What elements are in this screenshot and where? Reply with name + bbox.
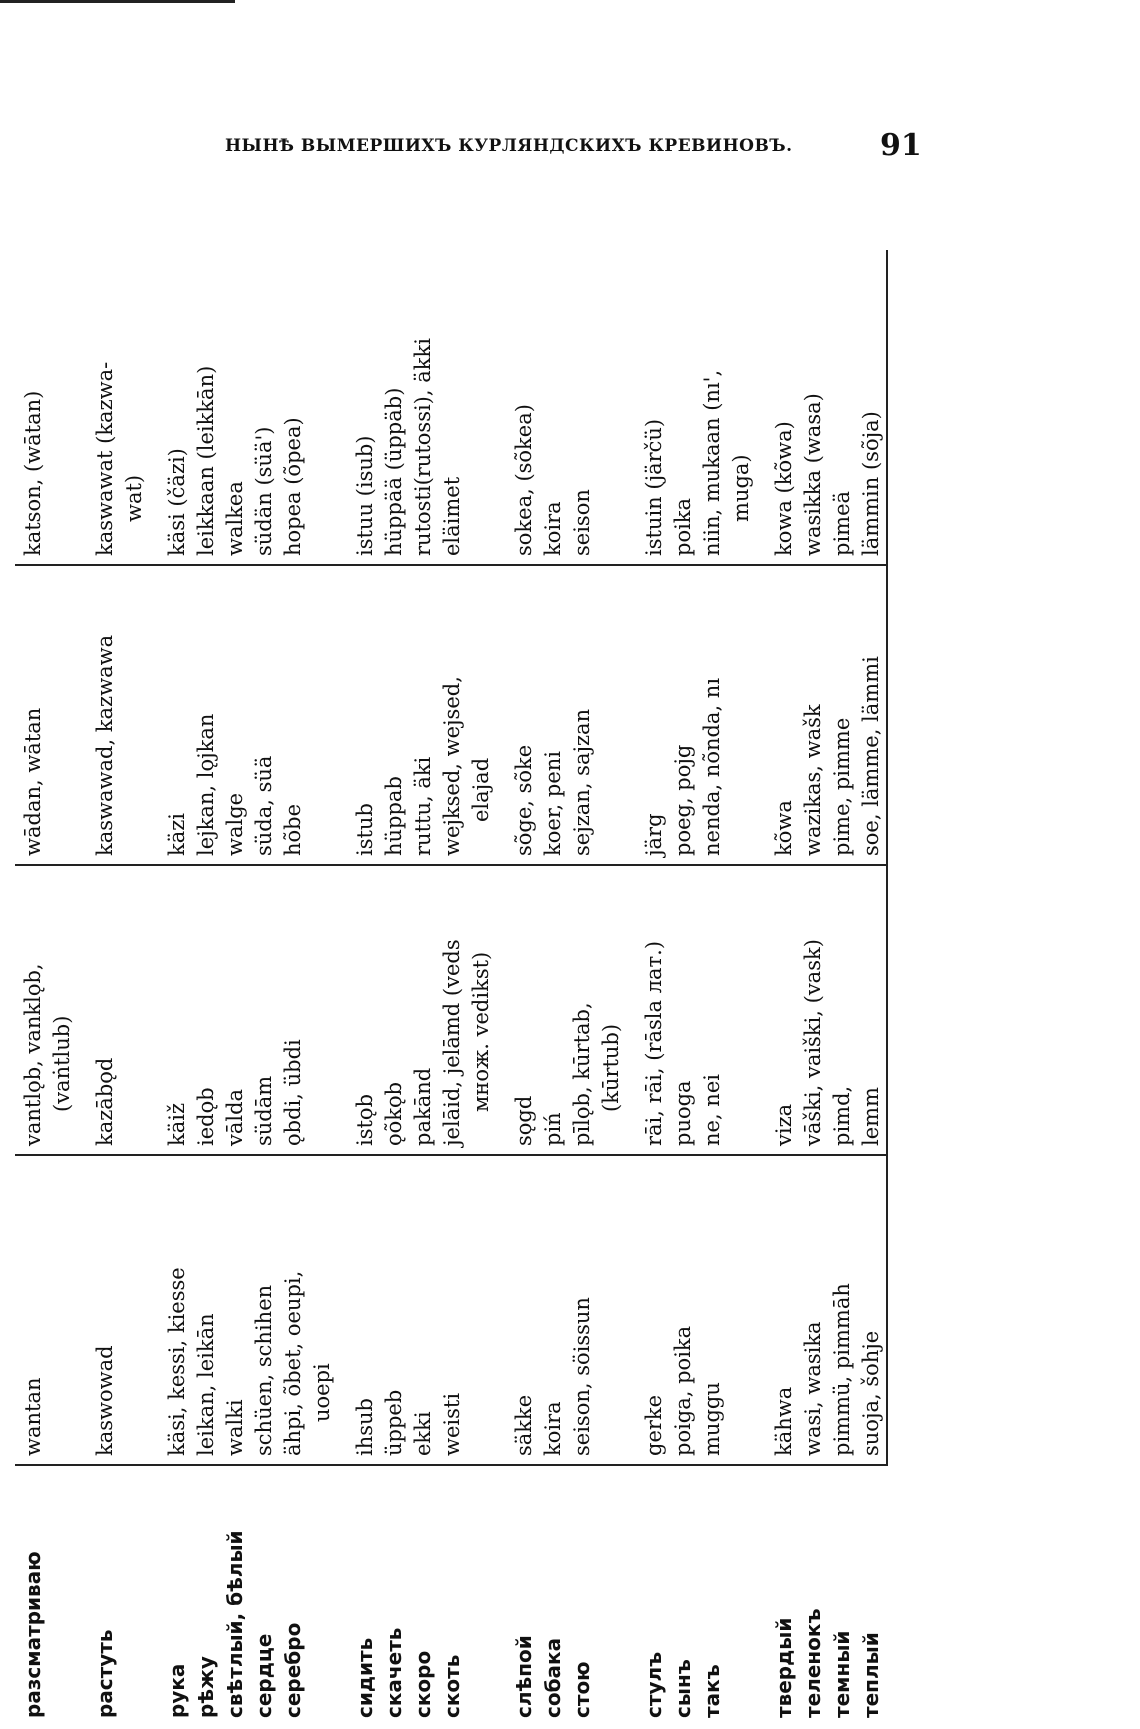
- finnish-cell: [626, 250, 669, 565]
- cell-line: poiga, poika: [671, 1325, 695, 1456]
- dialect-cell-d3: [380, 565, 409, 865]
- cell-line: kazābǫd: [93, 1057, 117, 1146]
- cell-line: ne, nei: [700, 1074, 724, 1146]
- russian-word: теленокъ: [801, 1608, 825, 1718]
- dialect-cell-d3: [698, 565, 756, 865]
- dialect-cell-d2: [380, 865, 409, 1155]
- finnish-cell: [15, 250, 77, 565]
- cell-line: wazikas, wašk: [801, 704, 825, 856]
- cell-line: rutosti(rutossi), äkki: [411, 338, 435, 556]
- table-row: [496, 250, 539, 1720]
- page-header: [0, 128, 1140, 168]
- cell-line: käiž: [165, 1102, 189, 1146]
- cell-line: hopea (õpea): [281, 417, 305, 556]
- cell-line: leikan, leikān: [194, 1313, 218, 1456]
- cell-line: ruttu, äki: [411, 756, 435, 856]
- table-row: [799, 250, 828, 1720]
- dialect-cell-d2: [15, 865, 77, 1155]
- cell-line: sõge, sõke: [512, 744, 536, 856]
- dialect-cell-d1: [250, 1155, 279, 1465]
- cell-line: ihsub: [353, 1398, 377, 1456]
- russian-word: твердый: [772, 1617, 796, 1718]
- finnish-cell: [698, 250, 756, 565]
- table-row: [539, 250, 568, 1720]
- cell-line: südän (süä'): [252, 426, 276, 556]
- dialect-cell-d2: [192, 865, 221, 1155]
- russian-word: собака: [541, 1637, 565, 1718]
- cell-line: walki: [223, 1399, 247, 1456]
- dialect-cell-d3: [409, 565, 438, 865]
- finnish-cell: [539, 250, 568, 565]
- cell-line: nenda, nõnda, nı: [700, 677, 724, 856]
- cell-line: viza: [772, 1103, 796, 1146]
- cell-line: kaswawad, kazwawa: [93, 634, 117, 856]
- dialect-cell-d3: [496, 565, 539, 865]
- dialect-cell-d1: [568, 1155, 626, 1465]
- cell-line: hõbe: [281, 803, 305, 856]
- dialect-cell-d3: [15, 565, 77, 865]
- russian-word: стулъ: [642, 1651, 666, 1718]
- russian-word: темный: [830, 1630, 854, 1718]
- russian-word: теплый: [859, 1632, 883, 1718]
- finnish-cell: [799, 250, 828, 565]
- table-row: [279, 250, 337, 1720]
- cell-line: gerke: [642, 1394, 666, 1456]
- dialect-cell-d3: [221, 565, 250, 865]
- cell-line: ähpi, õbet, oeupi,: [281, 1270, 305, 1456]
- table-row: [337, 250, 380, 1720]
- cell-line: pakānd: [411, 1067, 435, 1146]
- dialect-cell-d1: [626, 1155, 669, 1465]
- finnish-cell: [828, 250, 857, 565]
- cell-line: sejzan, sajzan: [570, 708, 594, 856]
- table-row: [77, 250, 149, 1720]
- vocabulary-table-body: [15, 250, 887, 1720]
- dialect-cell-d3: [438, 565, 496, 865]
- dialect-cell-d2: [438, 865, 496, 1155]
- russian-word: серебро: [281, 1622, 305, 1718]
- cell-line: südām: [252, 1075, 276, 1146]
- cell-line: jelāid, jelāmd (veds: [440, 939, 464, 1146]
- finnish-cell: [568, 250, 626, 565]
- finnish-cell: [756, 250, 799, 565]
- dialect-cell-d3: [568, 565, 626, 865]
- dialect-cell-d2: [149, 865, 192, 1155]
- cell-line: lejkan, lǫjkan: [194, 713, 218, 856]
- table-row: [438, 250, 496, 1720]
- table-row: [15, 250, 77, 1720]
- cell-line: (vaṅtlub): [50, 1015, 74, 1112]
- cell-line: soe, lämme, lämmi: [859, 656, 883, 856]
- finnish-cell: [438, 250, 496, 565]
- cell-line: walge: [223, 792, 247, 856]
- cell-line: pime, pimme: [830, 717, 854, 856]
- dialect-cell-d1: [756, 1155, 799, 1465]
- cell-line: käsi, kessi, kiesse: [165, 1267, 189, 1456]
- dialect-cell-d2: [279, 865, 337, 1155]
- russian-word: растуть: [93, 1629, 117, 1718]
- cell-line: kähwa: [772, 1386, 796, 1456]
- dialect-cell-d2: [568, 865, 626, 1155]
- cell-line: niin, mukaan (nı',: [700, 369, 724, 556]
- top-rule: [0, 0, 235, 3]
- cell-line: schüen, schihen: [252, 1284, 276, 1456]
- dialect-cell-d1: [828, 1155, 857, 1465]
- dialect-cell-d2: [409, 865, 438, 1155]
- cell-line: iedǫb: [194, 1087, 218, 1146]
- dialect-cell-d3: [279, 565, 337, 865]
- dialect-cell-d2: [539, 865, 568, 1155]
- dialect-cell-d2: [337, 865, 380, 1155]
- finnish-cell: [496, 250, 539, 565]
- table-row: [221, 250, 250, 1720]
- vocabulary-table: [15, 250, 888, 1720]
- russian-word: скоть: [440, 1654, 464, 1718]
- dialect-cell-d2: [857, 865, 887, 1155]
- dialect-cell-d2: [77, 865, 149, 1155]
- cell-line: pimeä: [830, 490, 854, 556]
- russian-word: свѣтлый, бѣлый: [223, 1530, 247, 1718]
- cell-line: istuin (järčü): [642, 418, 666, 556]
- cell-line: sokea, (sõkea): [512, 404, 536, 556]
- cell-line: elajad: [469, 757, 493, 822]
- cell-line: lemm: [859, 1087, 883, 1146]
- table-row: [149, 250, 192, 1720]
- cell-line: lämmin (sõja): [859, 411, 883, 556]
- dialect-cell-d2: [698, 865, 756, 1155]
- cell-line: множ. vedikst): [469, 951, 493, 1112]
- dialect-cell-d1: [221, 1155, 250, 1465]
- dialect-cell-d1: [669, 1155, 698, 1465]
- dialect-cell-d3: [250, 565, 279, 865]
- russian-word: сынъ: [671, 1659, 695, 1718]
- cell-line: kõwa: [772, 800, 796, 856]
- cell-line: hüppab: [382, 776, 406, 856]
- cell-line: koira: [541, 1401, 565, 1456]
- finnish-cell: [380, 250, 409, 565]
- cell-line: kowa (kõwa): [772, 421, 796, 556]
- dialect-cell-d1: [15, 1155, 77, 1465]
- cell-line: puoga: [671, 1080, 695, 1146]
- dialect-cell-d2: [496, 865, 539, 1155]
- cell-line: wasi, wasika: [801, 1321, 825, 1456]
- russian-word: скоро: [411, 1650, 435, 1718]
- finnish-cell: [669, 250, 698, 565]
- finnish-cell: [192, 250, 221, 565]
- cell-line: wejksed, wejsed,: [440, 676, 464, 856]
- cell-line: piń: [541, 1112, 565, 1146]
- cell-line: uoepi: [310, 1363, 334, 1422]
- dialect-cell-d3: [539, 565, 568, 865]
- dialect-cell-d2: [828, 865, 857, 1155]
- cell-line: ǫõkǫb: [382, 1081, 406, 1146]
- dialect-cell-d3: [756, 565, 799, 865]
- cell-line: pimd,: [830, 1085, 854, 1146]
- cell-line: koira: [541, 501, 565, 556]
- dialect-cell-d1: [496, 1155, 539, 1465]
- dialect-cell-d2: [221, 865, 250, 1155]
- dialect-cell-d1: [192, 1155, 221, 1465]
- cell-line: kaswowad: [93, 1345, 117, 1456]
- dialect-cell-d1: [539, 1155, 568, 1465]
- finnish-cell: [337, 250, 380, 565]
- cell-line: (kūrtub): [599, 1023, 623, 1112]
- cell-line: suoja, šohje: [859, 1330, 883, 1456]
- cell-line: wantan: [21, 1377, 45, 1456]
- dialect-cell-d3: [669, 565, 698, 865]
- cell-line: muga): [729, 454, 753, 522]
- table-row: [192, 250, 221, 1720]
- dialect-cell-d2: [799, 865, 828, 1155]
- table-row: [669, 250, 698, 1720]
- russian-word: сидить: [353, 1637, 377, 1718]
- table-row: [380, 250, 409, 1720]
- dialect-cell-d3: [626, 565, 669, 865]
- dialect-cell-d1: [149, 1155, 192, 1465]
- table-row: [626, 250, 669, 1720]
- cell-line: istǫb: [353, 1093, 377, 1146]
- cell-line: seison, söissun: [570, 1297, 594, 1456]
- dialect-cell-d3: [799, 565, 828, 865]
- dialect-cell-d3: [192, 565, 221, 865]
- russian-word: стою: [570, 1661, 594, 1718]
- russian-word: разсматриваю: [21, 1551, 45, 1718]
- russian-word: рука: [165, 1663, 189, 1718]
- cell-line: järg: [642, 813, 666, 856]
- dialect-cell-d3: [337, 565, 380, 865]
- dialect-cell-d3: [828, 565, 857, 865]
- russian-word: рѣжу: [194, 1656, 218, 1718]
- table-row: [568, 250, 626, 1720]
- finnish-cell: [409, 250, 438, 565]
- rotated-vocabulary-sheet: [15, 250, 975, 1720]
- cell-line: eläimet: [440, 476, 464, 556]
- dialect-cell-d3: [149, 565, 192, 865]
- dialect-cell-d1: [77, 1155, 149, 1465]
- dialect-cell-d1: [857, 1155, 887, 1465]
- russian-word: скачеть: [382, 1627, 406, 1718]
- dialect-cell-d2: [626, 865, 669, 1155]
- dialect-cell-d1: [409, 1155, 438, 1465]
- table-row: [756, 250, 799, 1720]
- finnish-cell: [149, 250, 192, 565]
- russian-word: слѣпой: [512, 1635, 536, 1718]
- cell-line: leikkaan (leikkān): [194, 365, 218, 556]
- cell-line: koer, peni: [541, 751, 565, 856]
- cell-line: pimmü, pimmāh: [830, 1283, 854, 1456]
- finnish-cell: [857, 250, 887, 565]
- dialect-cell-d1: [799, 1155, 828, 1465]
- cell-line: poeg, pojg: [671, 744, 695, 856]
- cell-line: muggu: [700, 1382, 724, 1456]
- finnish-cell: [77, 250, 149, 565]
- cell-line: istub: [353, 803, 377, 856]
- cell-line: pīlǫb, kūrtab,: [570, 1002, 594, 1146]
- dialect-cell-d2: [669, 865, 698, 1155]
- cell-line: vālda: [223, 1088, 247, 1146]
- cell-line: vantlǫb, vanklǫb,: [21, 963, 45, 1146]
- russian-word: такъ: [700, 1664, 724, 1718]
- dialect-cell-d1: [380, 1155, 409, 1465]
- cell-line: süda, süä: [252, 755, 276, 856]
- table-row: [250, 250, 279, 1720]
- cell-line: vāški, vaiški, (vask): [801, 939, 825, 1146]
- cell-line: wat): [122, 474, 146, 522]
- dialect-cell-d3: [857, 565, 887, 865]
- cell-line: katson, (wātan): [21, 390, 45, 556]
- dialect-cell-d1: [698, 1155, 756, 1465]
- cell-line: käzi: [165, 812, 189, 856]
- dialect-cell-d2: [756, 865, 799, 1155]
- cell-line: wasikka (wasa): [801, 393, 825, 556]
- table-row: [857, 250, 887, 1720]
- cell-line: rāi, rāi, (rāsla лат.): [642, 940, 666, 1146]
- cell-line: säkke: [512, 1394, 536, 1456]
- cell-line: wādan, wātan: [21, 707, 45, 856]
- cell-line: seison: [570, 489, 594, 556]
- cell-line: käsi (čäzi): [165, 448, 189, 556]
- cell-line: kaswawat (kazwa-: [93, 361, 117, 556]
- dialect-cell-d3: [77, 565, 149, 865]
- cell-line: istuu (isub): [353, 435, 377, 556]
- page-number: 91: [880, 128, 922, 163]
- russian-word: сердце: [252, 1633, 276, 1718]
- cell-line: sǫgd: [512, 1095, 536, 1146]
- cell-line: ekki: [411, 1411, 435, 1456]
- finnish-cell: [250, 250, 279, 565]
- cell-line: üppeb: [382, 1389, 406, 1456]
- cell-line: weisti: [440, 1392, 464, 1456]
- dialect-cell-d1: [337, 1155, 380, 1465]
- table-row: [698, 250, 756, 1720]
- finnish-cell: [221, 250, 250, 565]
- cell-line: ǫbdi, übdi: [281, 1039, 305, 1146]
- finnish-cell: [279, 250, 337, 565]
- cell-line: poika: [671, 497, 695, 556]
- dialect-cell-d1: [279, 1155, 337, 1465]
- table-row: [828, 250, 857, 1720]
- cell-line: hüppää (üppäb): [382, 387, 406, 556]
- dialect-cell-d2: [250, 865, 279, 1155]
- running-head: НЫНѢ ВЫМЕРШИХЪ КУРЛЯНДСКИХЪ КРЕВИНОВЪ.: [225, 136, 793, 156]
- table-row: [409, 250, 438, 1720]
- cell-line: walkea: [223, 481, 247, 556]
- dialect-cell-d1: [438, 1155, 496, 1465]
